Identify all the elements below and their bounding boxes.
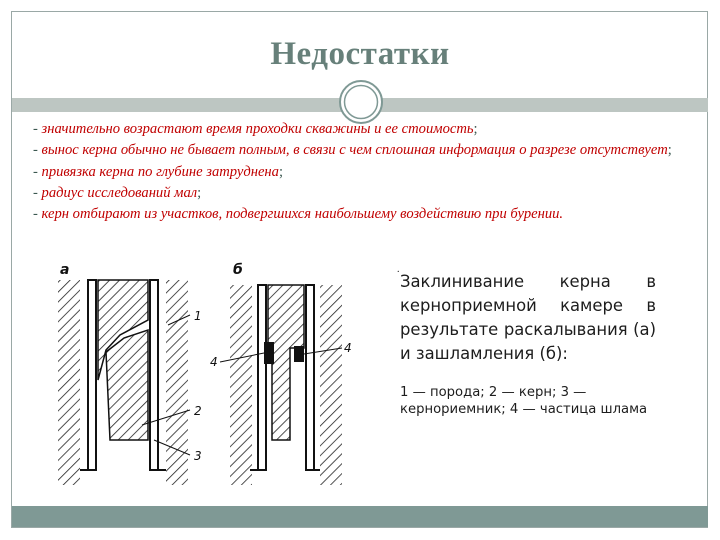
barrel-wall-left-b [258,285,266,470]
caption-legend: 1 — порода; 2 — керн; 3 — кернориемник; 4 — частица шлама [400,385,648,417]
bullet-item: - керн отбирают из участков, подвергшихся наибольшему воздействию при бурении. [33,206,564,223]
core-lower-a [106,330,148,440]
bullet-list [33,119,681,225]
bullet-item: - вынос керна обычно не бывает полным, в связи с чем сплошная информация о разрезе отсутствует; [33,142,672,159]
slide-title: Недостатки [270,36,450,72]
shlam-particle-left [264,342,274,364]
callout-2: 2 [194,404,202,418]
rock-wall-right-b [320,285,342,485]
barrel-wall-right-b [306,285,314,470]
rock-wall-left-b [230,285,252,485]
barrel-wall-left-a [88,280,96,470]
footer-bar [12,506,708,527]
callout-4-right: 4 [344,341,352,355]
core-jamming-diagram [50,260,360,502]
shlam-particle-right [294,346,304,362]
callout-4-left: 4 [210,355,218,369]
bullet-item: - привязка керна по глубине затруднена; [33,163,284,180]
bullet-item: - радиус исследований мал; [33,184,202,201]
caption-dot: . [397,264,400,275]
callout-1: 1 [194,309,202,323]
figure-caption [394,262,664,438]
label-b: б [233,262,243,278]
rock-wall-left-a [58,280,80,485]
bullet-item: - значительно возрастают время проходки скважины и ее стоимость; [33,121,478,137]
label-a: а [60,262,70,278]
callout-3: 3 [194,449,202,463]
caption-text: Заклинивание керна в керноприемной камере в результате раскалывания (а) и зашламления (б): [400,272,656,363]
rock-wall-right-a [166,280,188,485]
